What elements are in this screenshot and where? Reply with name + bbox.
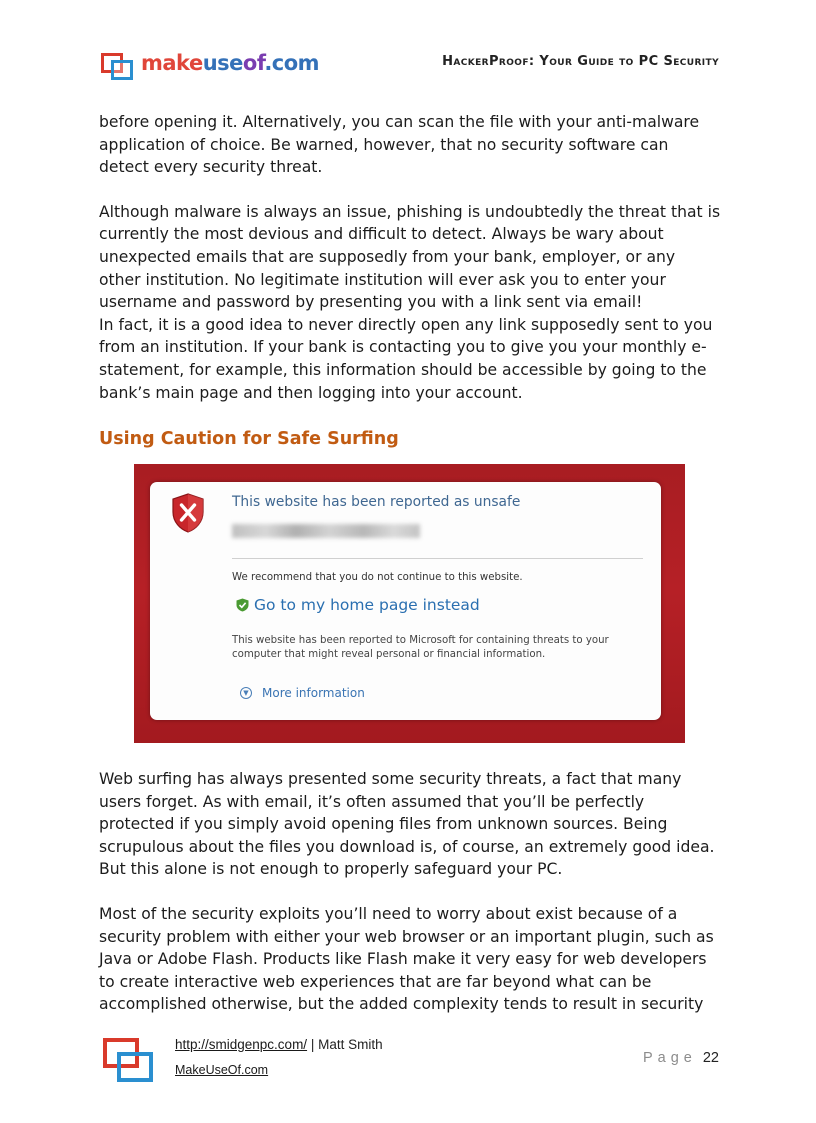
page-number-value: 22 <box>702 1050 719 1066</box>
section-heading: Using Caution for Safe Surfing <box>99 429 399 450</box>
site-link[interactable]: MakeUseOf.com <box>175 1063 269 1077</box>
author-line <box>175 1037 383 1052</box>
document-title: HackerProof: Your Guide to PC Security <box>442 54 719 69</box>
expand-chevron-icon: ▼ <box>240 687 252 699</box>
paragraph: Although malware is always an issue, phishing is undoubtedly the threat that is currently the most devious and difficult to detect. Always be wary about unexpected emails that are supposedly from your bank, employer, or any other institution. No legitimate institution will ever ask you to enter your username and password by presenting you with a link sent via email! <box>99 202 721 312</box>
paragraph: before opening it. Alternatively, you can scan the file with your anti-malware application of choice. Be warned, however, that no security software can detect every security threat. <box>99 113 700 177</box>
paragraph: Most of the security exploits you’ll need to worry about exist because of a security problem with either your web browser or an important plugin, such as Java or Adobe Flash. Products like Flash make it very easy for web developers to create interactive web experiences that are far beyond what can be accomplished otherwise, but the added complexity tends to result in security <box>99 904 714 1014</box>
page-footer <box>99 1034 719 1084</box>
more-information-link[interactable] <box>240 686 365 700</box>
more-information-label: More information <box>262 686 365 700</box>
report-note: This website has been reported to Microsoft for containing threats to your computer that might reveal personal or financial information. <box>232 635 609 660</box>
home-page-link[interactable] <box>236 596 480 614</box>
page-header <box>99 44 719 80</box>
author-url-link[interactable]: http://smidgenpc.com/ <box>175 1037 308 1052</box>
paragraph: Web surfing has always presented some security threats, a fact that many users forget. As with email, it’s often assumed that you’ll be perfectly protected if you simply avoid opening files from unknown sources. Being scrupulous about the files you download is, of course, an extremely good idea. But this alone is not enough to properly safeguard your PC. <box>99 770 715 879</box>
unsafe-website-screenshot <box>134 464 685 743</box>
page-number <box>643 1050 719 1066</box>
green-shield-check-icon <box>236 598 249 612</box>
page-label: Page <box>642 1050 697 1066</box>
body-text-bottom <box>99 768 721 1016</box>
body-text-top <box>99 111 721 450</box>
logo-squares-icon <box>99 49 133 77</box>
logo-wordmark: makeuseof.com <box>141 51 320 75</box>
warning-dialog <box>150 482 661 720</box>
shield-error-icon <box>170 492 206 534</box>
author-name: | Matt Smith <box>307 1037 383 1052</box>
makeuseof-logo <box>99 48 319 78</box>
home-page-link-label: Go to my home page instead <box>254 596 480 614</box>
footer-logo-icon <box>99 1038 153 1080</box>
recommend-text: We recommend that you do not continue to this website. <box>232 572 523 583</box>
paragraph: In fact, it is a good idea to never directly open any link supposedly sent to you from an institution. If your bank is contacting you to give you your monthly e-statement, for example, this information should be accessible by going to the bank’s main page and then logging into your account. <box>99 315 713 402</box>
site-line <box>175 1063 268 1077</box>
divider <box>232 558 643 559</box>
dialog-title: This website has been reported as unsafe <box>232 494 521 510</box>
blurred-url <box>232 524 420 538</box>
